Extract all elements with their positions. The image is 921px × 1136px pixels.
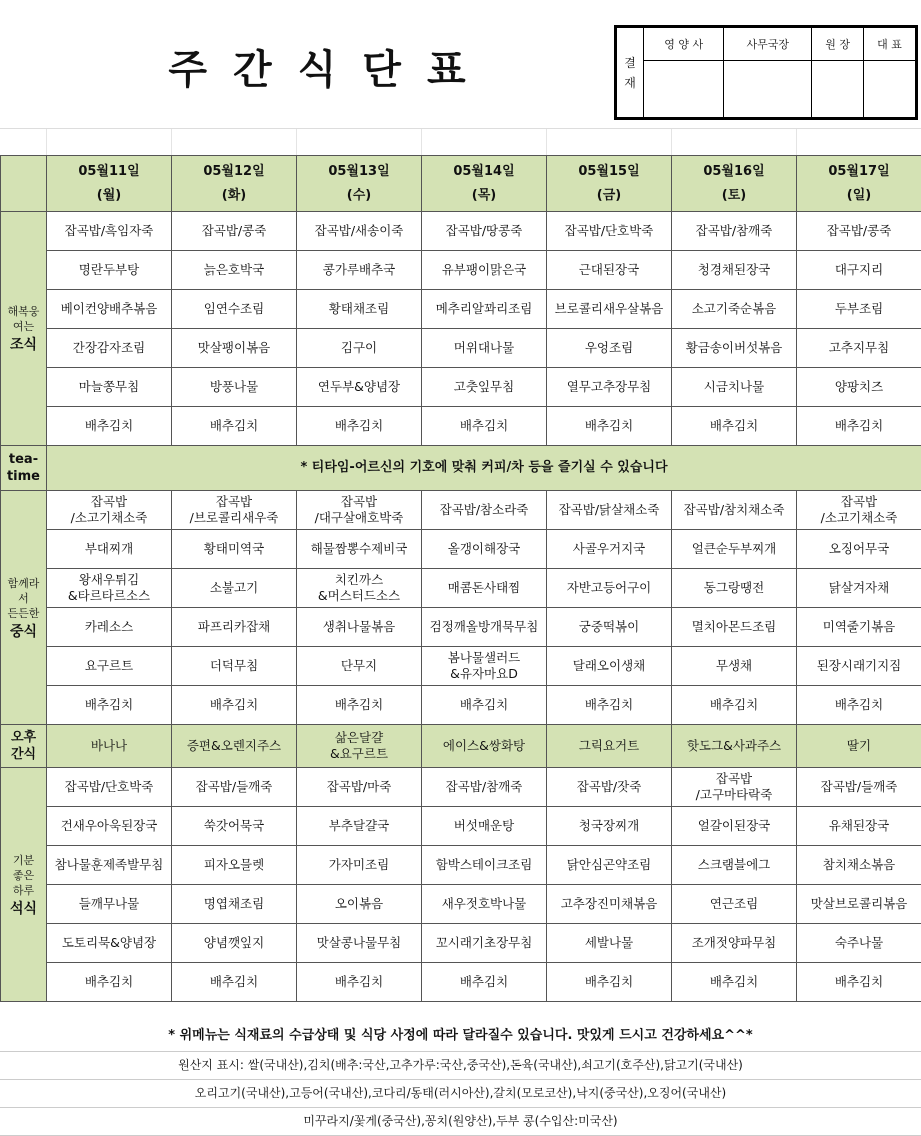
menu-item: 배추김치: [172, 407, 297, 446]
menu-item: 임연수조림: [172, 290, 297, 329]
menu-item: 쑥갓어묵국: [172, 807, 297, 846]
menu-item: 열무고추장무침: [547, 368, 672, 407]
day-header: [547, 156, 672, 212]
menu-item: 단무지: [297, 647, 422, 686]
menu-item: 잡곡밥/흑임자죽: [47, 212, 172, 251]
menu-item: 배추김치: [547, 407, 672, 446]
menu-item: 청국장찌개: [547, 807, 672, 846]
menu-item: 올갱이해장국: [422, 530, 547, 569]
approval-role: 대 표: [864, 28, 916, 61]
menu-item: 매콤돈사태찜: [422, 569, 547, 608]
menu-item: 잡곡밥/단호박죽: [547, 212, 672, 251]
menu-item: 연근조림: [672, 885, 797, 924]
menu-item: 황태채조림: [297, 290, 422, 329]
menu-item: 맛살콩나물무침: [297, 924, 422, 963]
menu-item: 부추달걀국: [297, 807, 422, 846]
footer-notice: * 위메뉴는 식재료의 수급상태 및 식당 사정에 따라 달라질수 있습니다. 맛있게 드시고 건강하세요^^*: [0, 1021, 921, 1052]
menu-item: 배추김치: [547, 963, 672, 1002]
menu-item: 소불고기: [172, 569, 297, 608]
menu-item: 배추김치: [297, 407, 422, 446]
meal-caption: 기분 좋은 하루: [1, 853, 46, 898]
approval-label-top: 결: [624, 56, 636, 70]
menu-item: 잡곡밥/참깨죽: [672, 212, 797, 251]
snack-item: 삶은달걀 &요구르트: [297, 725, 422, 768]
menu-item: 배추김치: [297, 963, 422, 1002]
menu-item: 고춧잎무침: [422, 368, 547, 407]
day-date: 05월12일: [172, 164, 296, 180]
menu-item: 잡곡밥/참소라죽: [422, 491, 547, 530]
menu-item: 배추김치: [422, 407, 547, 446]
snack-item: 에이스&쌍화탕: [422, 725, 547, 768]
signature-cell: [812, 61, 864, 118]
menu-item: 스크램블에그: [672, 846, 797, 885]
menu-item: 잡곡밥 /대구살애호박죽: [297, 491, 422, 530]
snack-item: 바나나: [47, 725, 172, 768]
menu-item: 명란두부탕: [47, 251, 172, 290]
meal-name: 조식: [1, 338, 46, 353]
menu-item: 황태미역국: [172, 530, 297, 569]
menu-item: 봄나물샐러드 &유자마요D: [422, 647, 547, 686]
menu-item: 조개젓양파무침: [672, 924, 797, 963]
page-title: 주간식단표: [150, 38, 510, 95]
menu-item: 잡곡밥/잣죽: [547, 768, 672, 807]
menu-item: 들깨무나물: [47, 885, 172, 924]
day-of-week: (화): [172, 188, 296, 204]
menu-item: 동그랑땡전: [672, 569, 797, 608]
approval-role: 원 장: [812, 28, 864, 61]
menu-item: 잡곡밥/콩죽: [172, 212, 297, 251]
day-of-week: (일): [797, 188, 921, 204]
day-date: 05월17일: [797, 164, 921, 180]
spacer-grid: [0, 128, 921, 156]
meal-name: 중식: [1, 625, 46, 640]
menu-item: 잡곡밥/마죽: [297, 768, 422, 807]
menu-item: 우엉조림: [547, 329, 672, 368]
menu-item: 궁중떡볶이: [547, 608, 672, 647]
day-of-week: (토): [672, 188, 796, 204]
menu-item: 배추김치: [547, 686, 672, 725]
menu-item: 얼갈이된장국: [672, 807, 797, 846]
menu-item: 닭안심곤약조림: [547, 846, 672, 885]
day-header: [172, 156, 297, 212]
menu-item: 베이컨양배추볶음: [47, 290, 172, 329]
menu-item: 배추김치: [172, 963, 297, 1002]
snack-item: 딸기: [797, 725, 921, 768]
day-header: [672, 156, 797, 212]
dinner-side-label: [1, 768, 47, 1002]
menu-item: 배추김치: [797, 407, 921, 446]
snack-item: 그릭요거트: [547, 725, 672, 768]
menu-item: 함박스테이크조림: [422, 846, 547, 885]
day-date: 05월16일: [672, 164, 796, 180]
menu-item: 김구이: [297, 329, 422, 368]
menu-item: 잡곡밥/단호박죽: [47, 768, 172, 807]
menu-item: 생취나물볶음: [297, 608, 422, 647]
snack-label: 오후 간식: [1, 725, 47, 768]
menu-item: 닭살겨자채: [797, 569, 921, 608]
origin-line-1: 원산지 표시: 쌀(국내산),김치(배추:국산,고추가루:국산,중국산),돈육(국내산),쇠고기(호주산),닭고기(국내산): [0, 1051, 921, 1080]
menu-item: 청경채된장국: [672, 251, 797, 290]
menu-item: 사골우거지국: [547, 530, 672, 569]
approval-label-bottom: 재: [624, 76, 636, 90]
menu-item: 배추김치: [797, 686, 921, 725]
teatime-notice: * 티타임-어르신의 기호에 맞춰 커피/차 등을 즐기실 수 있습니다: [47, 446, 921, 491]
menu-item: 숙주나물: [797, 924, 921, 963]
menu-item: 잡곡밥/들깨죽: [797, 768, 921, 807]
menu-item: 치킨까스 &머스터드소스: [297, 569, 422, 608]
menu-item: 소고기죽순볶음: [672, 290, 797, 329]
menu-item: 맛살브로콜리볶음: [797, 885, 921, 924]
day-header: [797, 156, 921, 212]
breakfast-side-label: [1, 212, 47, 446]
day-date: 05월11일: [47, 164, 171, 180]
menu-item: 파프리카잡채: [172, 608, 297, 647]
menu-item: 배추김치: [172, 686, 297, 725]
menu-item: 잡곡밥/새송이죽: [297, 212, 422, 251]
signature-cell: [644, 61, 724, 118]
menu-item: 황금송이버섯볶음: [672, 329, 797, 368]
menu-item: 맛살팽이볶음: [172, 329, 297, 368]
day-date: 05월13일: [297, 164, 421, 180]
menu-item: 배추김치: [47, 963, 172, 1002]
day-date: 05월14일: [422, 164, 546, 180]
signature-cell: [724, 61, 812, 118]
origin-line-2: 오리고기(국내산),고등어(국내산),코다리/동태(러시아산),갈치(모로코산),낙지(중국산),오징어(국내산): [0, 1079, 921, 1108]
menu-item: 잡곡밥 /브로콜리새우죽: [172, 491, 297, 530]
approval-role: 영 양 사: [644, 28, 724, 61]
menu-item: 오징어무국: [797, 530, 921, 569]
menu-item: 건새우아욱된장국: [47, 807, 172, 846]
menu-item: 부대찌개: [47, 530, 172, 569]
menu-item: 양팡치즈: [797, 368, 921, 407]
snack-item: 증편&오렌지주스: [172, 725, 297, 768]
menu-item: 배추김치: [672, 686, 797, 725]
menu-item: 요구르트: [47, 647, 172, 686]
menu-item: 무생채: [672, 647, 797, 686]
menu-item: 멸치아몬드조림: [672, 608, 797, 647]
menu-item: 잡곡밥/참치채소죽: [672, 491, 797, 530]
menu-item: 메추리알꽈리조림: [422, 290, 547, 329]
menu-item: 유채된장국: [797, 807, 921, 846]
menu-item: 잡곡밥/들깨죽: [172, 768, 297, 807]
approval-label: [617, 28, 644, 118]
meal-caption: 해복웅 여는: [1, 304, 46, 334]
menu-table: [0, 155, 921, 1002]
menu-item: 유부팽이맑은국: [422, 251, 547, 290]
menu-item: 연두부&양념장: [297, 368, 422, 407]
menu-item: 잡곡밥 /소고기채소죽: [47, 491, 172, 530]
menu-item: 배추김치: [47, 407, 172, 446]
menu-item: 근대된장국: [547, 251, 672, 290]
menu-item: 참치채소볶음: [797, 846, 921, 885]
meal-caption: 함께라 서 든든한: [1, 576, 46, 621]
meal-name: 석식: [1, 902, 46, 917]
menu-item: 더덕무침: [172, 647, 297, 686]
day-of-week: (월): [47, 188, 171, 204]
menu-item: 방풍나물: [172, 368, 297, 407]
menu-item: 왕새우튀김 &타르타르소스: [47, 569, 172, 608]
teatime-label: tea- time: [1, 446, 47, 491]
menu-item: 늙은호박국: [172, 251, 297, 290]
menu-item: 마늘쫑무침: [47, 368, 172, 407]
menu-item: 꼬시래기초장무침: [422, 924, 547, 963]
lunch-side-label: [1, 491, 47, 725]
menu-item: 대구지리: [797, 251, 921, 290]
menu-item: 세발나물: [547, 924, 672, 963]
approval-role: 사무국장: [724, 28, 812, 61]
day-header: [422, 156, 547, 212]
menu-item: 피자오믈렛: [172, 846, 297, 885]
menu-item: 잡곡밥 /고구마타락죽: [672, 768, 797, 807]
day-header: [297, 156, 422, 212]
menu-item: 머위대나물: [422, 329, 547, 368]
menu-item: 브로콜리새우살볶음: [547, 290, 672, 329]
origin-line-3: 미꾸라지/꽃게(중국산),꽁치(원양산),두부 콩(수입산:미국산): [0, 1107, 921, 1136]
menu-item: 두부조림: [797, 290, 921, 329]
menu-item: 간장감자조림: [47, 329, 172, 368]
snack-item: 핫도그&사과주스: [672, 725, 797, 768]
approval-box: [614, 25, 918, 120]
menu-item: 잡곡밥/땅콩죽: [422, 212, 547, 251]
menu-item: 자반고등어구이: [547, 569, 672, 608]
menu-item: 참나물훈제족발무침: [47, 846, 172, 885]
menu-item: 잡곡밥/콩죽: [797, 212, 921, 251]
menu-item: 된장시래기지짐: [797, 647, 921, 686]
menu-item: 배추김치: [47, 686, 172, 725]
menu-item: 얼큰순두부찌개: [672, 530, 797, 569]
menu-item: 배추김치: [422, 963, 547, 1002]
menu-item: 도토리묵&양념장: [47, 924, 172, 963]
menu-item: 해물짬뽕수제비국: [297, 530, 422, 569]
day-header: [47, 156, 172, 212]
signature-cell: [864, 61, 916, 118]
day-of-week: (목): [422, 188, 546, 204]
menu-item: 시금치나물: [672, 368, 797, 407]
menu-item: 잡곡밥/참깨죽: [422, 768, 547, 807]
menu-item: 가자미조림: [297, 846, 422, 885]
menu-item: 달래오이생채: [547, 647, 672, 686]
corner-cell: [1, 156, 47, 212]
day-of-week: (수): [297, 188, 421, 204]
menu-item: 배추김치: [672, 963, 797, 1002]
menu-item: 검정깨올방개묵무침: [422, 608, 547, 647]
menu-item: 새우젓호박나물: [422, 885, 547, 924]
menu-item: 콩가루배추국: [297, 251, 422, 290]
menu-item: 오이볶음: [297, 885, 422, 924]
day-date: 05월15일: [547, 164, 671, 180]
menu-item: 잡곡밥/닭살채소죽: [547, 491, 672, 530]
menu-item: 배추김치: [672, 407, 797, 446]
menu-item: 고추지무침: [797, 329, 921, 368]
menu-item: 배추김치: [422, 686, 547, 725]
menu-item: 명엽채조림: [172, 885, 297, 924]
day-of-week: (금): [547, 188, 671, 204]
menu-item: 배추김치: [297, 686, 422, 725]
menu-item: 양념깻잎지: [172, 924, 297, 963]
menu-item: 미역줄기볶음: [797, 608, 921, 647]
menu-item: 고추장진미채볶음: [547, 885, 672, 924]
menu-item: 배추김치: [797, 963, 921, 1002]
menu-item: 버섯매운탕: [422, 807, 547, 846]
menu-item: 잡곡밥 /소고기채소죽: [797, 491, 921, 530]
menu-item: 카레소스: [47, 608, 172, 647]
